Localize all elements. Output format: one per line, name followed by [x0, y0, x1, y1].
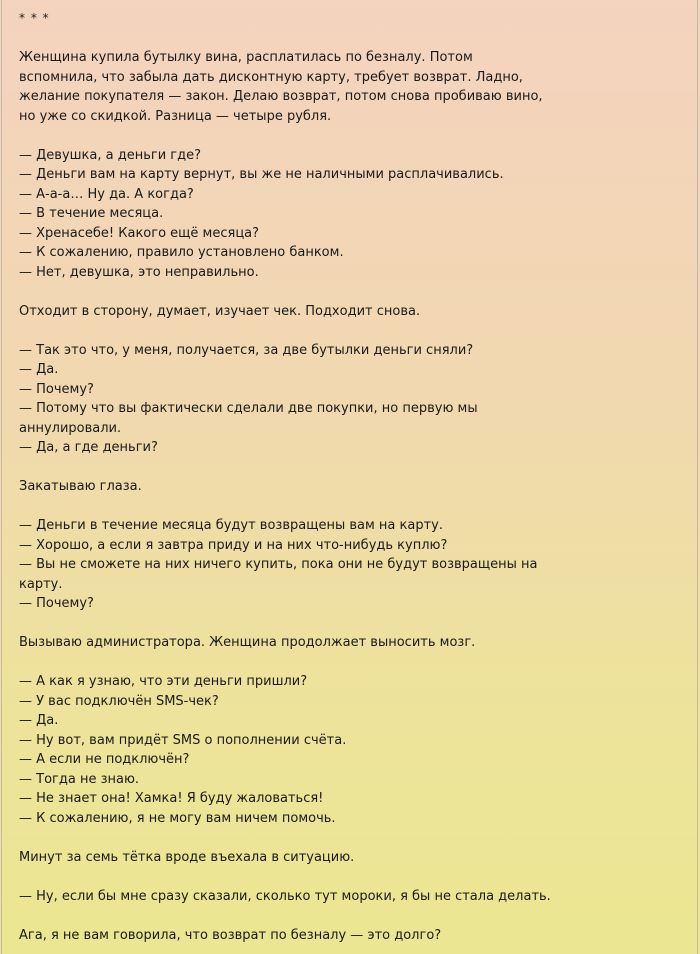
blank-line [19, 282, 679, 302]
text-line: Минут за семь тётка вроде въехала в ситуацию. [19, 849, 355, 865]
text-line: — Вы не сможете на них ничего купить, пока они не будут возвращены на [19, 557, 538, 572]
paragraph [19, 633, 679, 653]
blank-line [19, 321, 679, 341]
paragraph [19, 926, 679, 946]
paragraph [19, 341, 679, 458]
text-line: — Деньги в течение месяца будут возвращены вам на карту. [19, 518, 443, 533]
text-line: — А-а-а… Ну да. А когда? [19, 186, 194, 202]
text-line: — Почему? [19, 381, 94, 397]
text-line: — А как я узнаю, что эти деньги пришли? [19, 674, 308, 689]
blank-line [19, 653, 679, 673]
text-line: — Не знает она! Хамка! Я буду жаловаться! [19, 791, 324, 806]
text-line: — Ну, если бы мне сразу сказали, сколько тут мороки, я бы не стала делать. [19, 888, 551, 904]
text-line: желание покупателя — закон. Делаю возврат, потом снова пробиваю вино, [19, 89, 543, 104]
blank-line [19, 614, 679, 634]
blank-line [19, 497, 679, 517]
paragraph [19, 302, 679, 322]
text-line: — Тогда не знаю. [19, 771, 140, 787]
text-line: — Так это что, у меня, получается, за две бутылки деньги сняли? [19, 342, 474, 358]
story-text [19, 9, 679, 945]
text-line: карту. [19, 576, 63, 592]
blank-line [19, 126, 679, 146]
blank-line [19, 906, 679, 926]
text-line: Женщина купила бутылку вина, расплатилась по безналу. Потом [19, 50, 473, 65]
text-line: — Хорошо, а если я завтра приду и на них что-нибудь куплю? [19, 537, 448, 553]
text-line: — Деньги вам на карту вернут, вы же не наличными расплачивались. [19, 167, 504, 182]
blank-line [19, 29, 679, 49]
paragraph [19, 516, 679, 614]
blank-line [19, 458, 679, 478]
text-line: — Почему? [19, 596, 94, 611]
paragraph [19, 848, 679, 868]
text-line: — А если не подключён? [19, 752, 190, 767]
blank-line [19, 828, 679, 848]
section-separator: * * * [19, 11, 50, 25]
text-line: — Ну вот, вам придёт SMS о пополнении счёта. [19, 732, 347, 748]
text-line: — Нет, девушка, это неправильно. [19, 264, 259, 280]
paragraph [19, 477, 679, 497]
text-line: — Да, а где деньги? [19, 440, 158, 455]
paragraph [19, 672, 679, 828]
text-line: — У вас подключён SMS-чек? [19, 693, 219, 709]
text-line: Ага, я не вам говорила, что возврат по безналу — это долго? [19, 927, 442, 943]
text-line: — К сожалению, я не могу вам ничем помочь. [19, 810, 336, 826]
paragraph [19, 48, 679, 126]
paragraph-list [19, 48, 679, 945]
text-line: но уже со скидкой. Разница — четыре рубля. [19, 108, 332, 124]
text-line: аннулировали. [19, 420, 122, 436]
text-line: — В течение месяца. [19, 206, 164, 221]
blank-line [19, 867, 679, 887]
text-line: — Хренасебе! Какого ещё месяца? [19, 225, 260, 241]
text-line: — Потому что вы фактически сделали две покупки, но первую мы [19, 401, 478, 416]
paragraph [19, 146, 679, 283]
text-line: Отходит в сторону, думает, изучает чек. Подходит снова. [19, 303, 421, 319]
text-line: — К сожалению, правило установлено банком. [19, 245, 344, 260]
text-line: — Да. [19, 362, 59, 377]
text-line: Вызываю администратора. Женщина продолжает выносить мозг. [19, 635, 476, 650]
text-line: — Да. [19, 713, 59, 728]
text-line: вспомнила, что забыла дать дисконтную карту, требует возврат. Ладно, [19, 69, 523, 85]
text-line: — Девушка, а деньги где? [19, 147, 201, 163]
text-line: Закатываю глаза. [19, 479, 142, 494]
paragraph [19, 887, 679, 907]
